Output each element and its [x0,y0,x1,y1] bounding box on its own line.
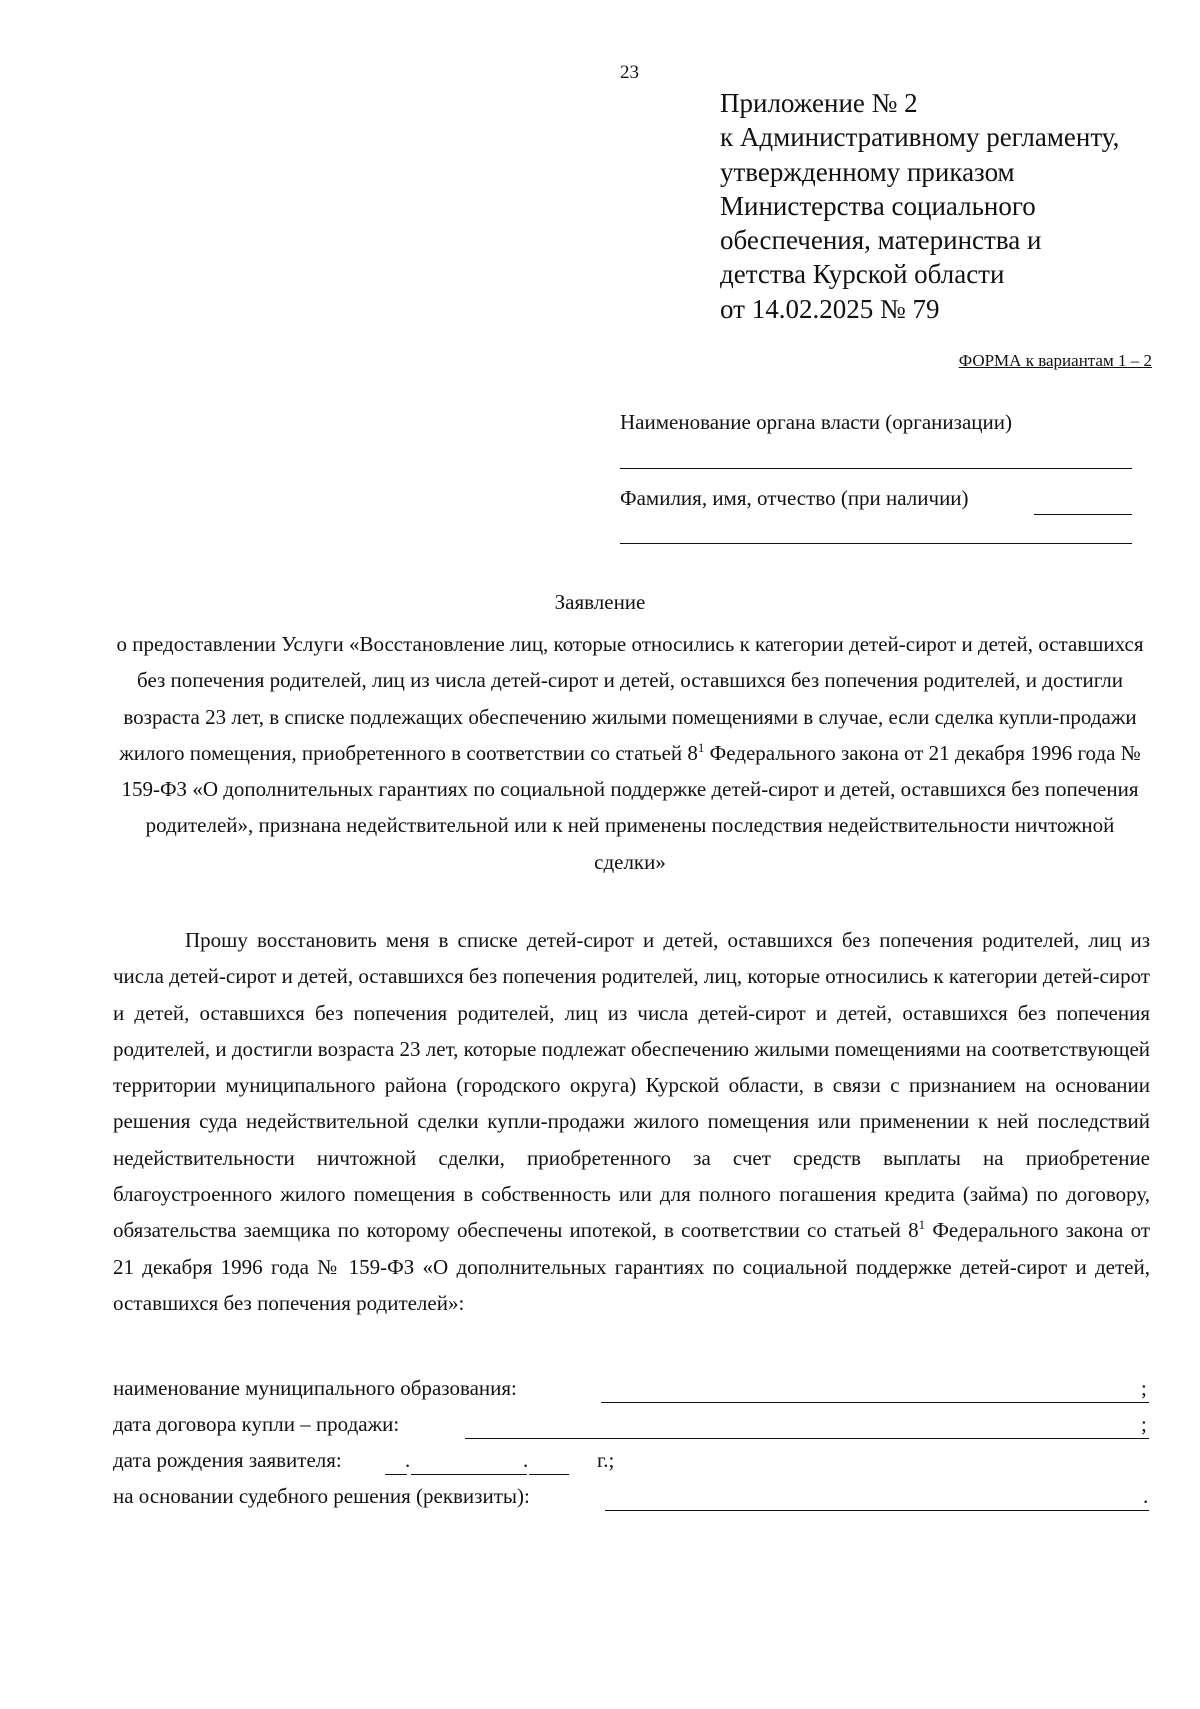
court-decision-end-mark: . [1143,1484,1149,1508]
org-name-blank-line[interactable] [620,468,1132,469]
application-subject [115,626,1145,880]
org-name-label: Наименование органа власти (организации) [620,410,1012,434]
appendix-header [720,86,1119,326]
appendix-line: обеспечения, материнства и [720,225,1042,256]
birth-month-blank[interactable] [411,1474,527,1475]
subject-superscript: 1 [697,739,705,755]
appendix-line: Министерства социального [720,190,1036,221]
body-text-part1: Прошу восстановить меня в списке детей-сирот и детей, оставшихся без попечения родителей, лиц из числа детей-сирот и детей, оставшихся без попечения родителей, лиц, которые относились к категории детей-сирот и детей, оставшихся без попечения родителей, лиц из числа детей-сирот и детей, оставшихся без попечения родителей, и достигли возраста 23 лет, которые подлежат обеспечению жилыми помещениями на соответствующей территории муниципального района (городского округа) Курской области, в связи с признанием на основании решения суда недействительной сделки купли-продажи жилого помещения или применении к ней последствий недействительности ничтожной сделки, приобретенного за счет средств выплаты на приобретение благоустроенного жилого помещения в собственность или для полного погашения кредита (займа) по договору, обязательства заемщика по которому обеспечены ипотекой, в соответствии со статьей 8 [113,928,1150,1243]
body-text-part2: Федерального закона от 21 декабря 1996 года № 159-ФЗ «О дополнительных гарантиях по социальной поддержке детей-сирот и детей, оставшихся без попечения родителей»: [113,1218,1150,1315]
court-decision-field [113,1484,1150,1514]
appendix-line: к Административному регламенту, [720,122,1120,153]
body-superscript: 1 [918,1217,926,1233]
appendix-line: от 14.02.2025 № 79 [720,293,940,324]
subject-text-part2: Федерального закона от 21 декабря 1996 года № 159-ФЗ «О дополнительных гарантиях по социальной поддержке детей-сирот и детей, оставшихся без попечения родителей», признана недействительной или к ней применены последствия недействительности ничтожной сделки» [121,740,1141,874]
birth-date-suffix: г.; [597,1448,615,1472]
contract-date-blank-line[interactable] [465,1438,1149,1439]
request-paragraph [113,922,1150,1321]
appendix-line: утвержденному приказом [720,156,1015,187]
contract-date-end-mark: ; [1141,1412,1147,1436]
municipality-label: наименование муниципального образования: [113,1376,517,1400]
birth-day-blank[interactable] [385,1474,407,1475]
subject-text-part1: о предоставлении Услуги «Восстановление лиц, которые относились к категории детей-сирот и детей, оставшихся без попечения родителей, лиц из числа детей-сирот и детей, оставшихся без попечения родителей, и достигли возраста 23 лет, в списке подлежащих обеспечению жилыми помещениями в случае, если сделка купли-продажи жилого помещения, приобретенного в соответствии со статьей 8 [116,632,1144,765]
appendix-line: Приложение № 2 [720,88,918,118]
municipality-end-mark: ; [1141,1376,1147,1400]
municipality-field [113,1376,1150,1406]
birth-year-blank[interactable] [529,1474,569,1475]
birth-date-separator: . [405,1448,411,1472]
contract-date-field [113,1412,1150,1442]
birth-date-field [113,1448,713,1478]
appendix-line: детства Курской области [720,259,1005,290]
fio-continuation-blank-line[interactable] [620,543,1132,544]
court-decision-blank-line[interactable] [605,1510,1149,1511]
fio-label: Фамилия, имя, отчество (при наличии) [620,486,969,510]
document-title: Заявление [554,590,646,614]
addressee-block [620,410,1132,510]
fio-blank-line[interactable] [1034,514,1132,515]
birth-date-label: дата рождения заявителя: [113,1448,342,1472]
page-number: 23 [620,62,639,83]
municipality-blank-line[interactable] [601,1402,1149,1403]
contract-date-label: дата договора купли – продажи: [113,1412,400,1436]
birth-date-separator: . [523,1448,529,1472]
court-decision-label: на основании судебного решения (реквизиты): [113,1484,530,1508]
form-variant-label: ФОРМА к вариантам 1 – 2 [958,351,1152,370]
